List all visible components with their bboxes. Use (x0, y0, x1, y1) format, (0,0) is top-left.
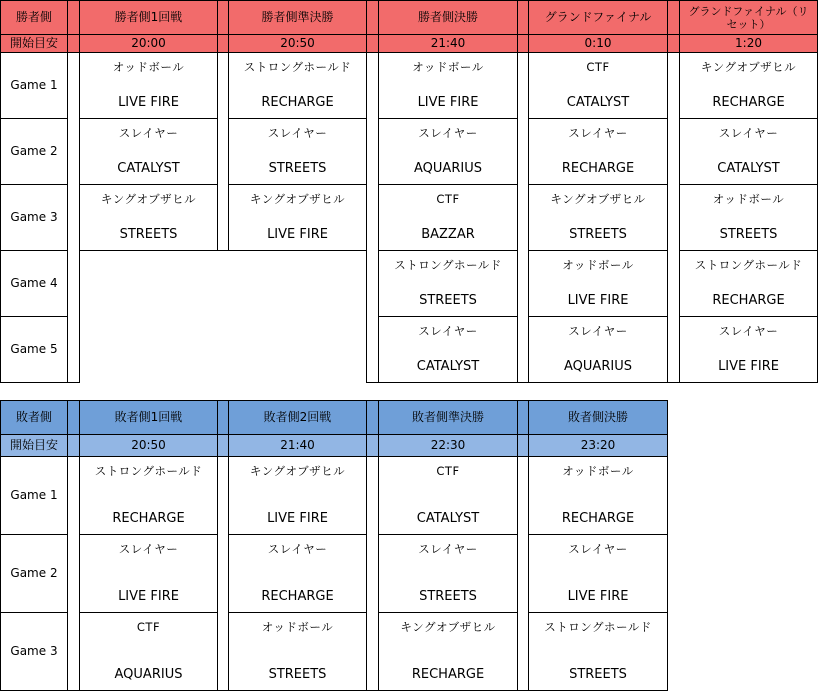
game-mode: スレイヤー (718, 324, 779, 338)
game-label-text: Game 1 (10, 77, 58, 92)
winners-round-time-5 (679, 34, 818, 53)
losers-round-time-4 (528, 434, 668, 457)
winners-match-cell (79, 52, 218, 119)
round-title-text: 勝者側決勝 (417, 9, 478, 24)
losers-gap-strip (217, 400, 229, 435)
winners-game-label-5 (0, 316, 68, 383)
winners-round-title-2 (228, 0, 367, 35)
winners-round-title-1 (79, 0, 218, 35)
game-mode: CTF (436, 464, 460, 478)
game-mode: CTF (436, 192, 460, 206)
losers-match-cell (79, 534, 218, 613)
winners-match-cell (679, 118, 818, 185)
game-mode: キングオブザヒル (550, 192, 646, 206)
winners-game-label-1 (0, 52, 68, 119)
losers-match-cell (378, 456, 518, 535)
winners-match-cell (528, 118, 668, 185)
round-title-text: グランドファイナル (544, 9, 652, 24)
map-name: AQUARIUS (564, 359, 632, 375)
round-time-text: 1:20 (735, 35, 762, 50)
winners-round-time-2 (228, 34, 367, 53)
losers-gap-strip (517, 400, 529, 435)
losers-match-cell (228, 534, 367, 613)
game-label-text: Game 2 (10, 565, 58, 580)
map-name: AQUARIUS (414, 161, 482, 177)
losers-round-title-1 (79, 400, 218, 435)
winners-match-cell (679, 52, 818, 119)
game-mode: キングオブザヒル (249, 464, 346, 478)
losers-round-title-4 (528, 400, 668, 435)
round-title-text: 敗者側2回戦 (263, 409, 332, 424)
game-mode: スレイヤー (418, 324, 478, 338)
side-label-text: 敗者側 (15, 409, 52, 424)
winners-match-cell (79, 118, 218, 185)
round-time-text: 20:50 (280, 35, 315, 50)
losers-time-label (0, 434, 68, 457)
game-mode: ストロングホールド (394, 258, 502, 272)
losers-gap-strip (366, 400, 379, 435)
game-mode: スレイヤー (568, 542, 628, 556)
winners-match-cell (79, 184, 218, 251)
map-name: STREETS (268, 161, 327, 177)
map-name: BAZZAR (421, 227, 475, 243)
map-name: RECHARGE (411, 667, 485, 683)
map-name: CATALYST (416, 511, 480, 527)
winners-gap-strip (366, 34, 379, 53)
time-label-text: 開始目安 (9, 35, 58, 50)
game-mode: ストロングホールド (243, 60, 352, 74)
map-name: RECHARGE (261, 589, 334, 605)
map-name: STREETS (719, 227, 778, 243)
winners-match-cell (528, 52, 668, 119)
round-time-text: 21:40 (430, 35, 466, 50)
losers-gap-strip (517, 434, 529, 457)
map-name: RECHARGE (561, 161, 635, 177)
winners-gap-strip (517, 52, 529, 383)
losers-gap-strip (366, 456, 379, 691)
winners-game-label-4 (0, 250, 68, 317)
winners-match-cell (378, 118, 518, 185)
game-mode: スレイヤー (267, 126, 328, 140)
map-name: CATALYST (717, 161, 780, 177)
losers-gap-strip (217, 434, 229, 457)
game-mode: スレイヤー (118, 542, 179, 556)
game-mode: スレイヤー (418, 126, 478, 140)
map-name: RECHARGE (261, 95, 334, 111)
losers-match-cell (79, 456, 218, 535)
losers-round-time-1 (79, 434, 218, 457)
map-name: RECHARGE (561, 511, 635, 527)
game-mode: CTF (586, 60, 610, 74)
game-mode: スレイヤー (267, 542, 328, 556)
time-label-text: 開始目安 (9, 437, 58, 452)
round-title-text: 勝者側準決勝 (261, 9, 334, 24)
round-time-text: 23:20 (580, 437, 616, 452)
map-name: CATALYST (416, 359, 480, 375)
losers-match-cell (228, 612, 367, 691)
game-label-text: Game 2 (10, 143, 58, 158)
winners-gap-strip (366, 0, 379, 35)
game-mode: オッドボール (562, 258, 634, 272)
winners-round-time-1 (79, 34, 218, 53)
winners-round-title-5 (679, 0, 818, 35)
losers-gap-strip (67, 400, 80, 435)
round-time-text: 20:50 (131, 437, 166, 452)
map-name: STREETS (569, 667, 627, 683)
winners-game-label-3 (0, 184, 68, 251)
winners-match-cell (528, 184, 668, 251)
winners-match-cell (228, 118, 367, 185)
game-mode: ストロングホールド (94, 464, 203, 478)
map-name: RECHARGE (112, 511, 185, 527)
map-name: LIVE FIRE (567, 293, 629, 309)
game-mode: オッドボール (412, 60, 484, 74)
game-mode: CTF (136, 620, 161, 634)
map-name: LIVE FIRE (718, 359, 779, 375)
game-mode: ストロングホールド (544, 620, 652, 634)
winners-match-cell (679, 184, 818, 251)
map-name: LIVE FIRE (118, 95, 179, 111)
map-name: LIVE FIRE (267, 511, 328, 527)
game-mode: オッドボール (562, 464, 634, 478)
winners-match-cell (679, 316, 818, 383)
round-time-text: 21:40 (280, 437, 315, 452)
game-mode: キングオブザヒル (249, 192, 346, 206)
game-mode: オッドボール (712, 192, 785, 206)
winners-gap-strip (67, 0, 80, 35)
map-name: LIVE FIRE (118, 589, 179, 605)
map-name: LIVE FIRE (567, 589, 629, 605)
losers-game-label-3 (0, 612, 68, 691)
winners-round-title-4 (528, 0, 668, 35)
losers-round-title-2 (228, 400, 367, 435)
map-name: CATALYST (566, 95, 630, 111)
winners-time-label (0, 34, 68, 53)
game-mode: スレイヤー (568, 126, 628, 140)
losers-game-label-1 (0, 456, 68, 535)
losers-round-time-3 (378, 434, 518, 457)
losers-game-label-2 (0, 534, 68, 613)
game-mode: スレイヤー (418, 542, 478, 556)
winners-match-cell (679, 250, 818, 317)
losers-match-cell (228, 456, 367, 535)
winners-gap-strip (517, 0, 529, 35)
map-name: STREETS (569, 227, 627, 243)
losers-gap-strip (366, 434, 379, 457)
map-name: LIVE FIRE (267, 227, 328, 243)
winners-gap-strip (67, 34, 80, 53)
game-mode: キングオブザヒル (700, 60, 797, 74)
game-label-text: Game 1 (10, 487, 58, 502)
map-name: STREETS (268, 667, 327, 683)
winners-match-cell (378, 184, 518, 251)
map-name: CATALYST (117, 161, 180, 177)
round-time-text: 0:10 (584, 35, 612, 50)
winners-side-label (0, 0, 68, 35)
winners-match-cell (378, 250, 518, 317)
side-label-text: 勝者側 (15, 9, 52, 24)
round-title-text: 敗者側1回戦 (114, 409, 183, 424)
round-title-text: 敗者側準決勝 (411, 409, 484, 424)
losers-gap-strip (67, 456, 80, 691)
winners-gap-strip (667, 0, 680, 35)
winners-match-cell (528, 316, 668, 383)
game-label-text: Game 4 (10, 275, 58, 290)
winners-gap-strip (67, 52, 80, 383)
map-name: RECHARGE (712, 293, 785, 309)
winners-match-cell (228, 184, 367, 251)
losers-match-cell (378, 612, 518, 691)
map-name: STREETS (119, 227, 178, 243)
losers-match-cell (79, 612, 218, 691)
game-mode: スレイヤー (568, 324, 628, 338)
losers-round-time-2 (228, 434, 367, 457)
losers-match-cell (378, 534, 518, 613)
game-mode: オッドボール (112, 60, 185, 74)
winners-round-time-4 (528, 34, 668, 53)
round-time-text: 22:30 (430, 437, 466, 452)
losers-gap-strip (67, 434, 80, 457)
game-mode: オッドボール (261, 620, 334, 634)
game-label-text: Game 3 (10, 643, 58, 658)
map-name: LIVE FIRE (417, 95, 479, 111)
round-time-text: 20:00 (131, 35, 166, 50)
winners-match-cell (228, 52, 367, 119)
map-name: STREETS (419, 589, 477, 605)
map-name: STREETS (419, 293, 477, 309)
game-mode: キングオブザヒル (400, 620, 496, 634)
winners-gap-strip (217, 52, 229, 251)
game-mode: スレイヤー (718, 126, 779, 140)
losers-match-cell (528, 456, 668, 535)
losers-match-cell (528, 612, 668, 691)
losers-match-cell (528, 534, 668, 613)
winners-match-cell (528, 250, 668, 317)
game-mode: キングオブザヒル (100, 192, 197, 206)
round-title-text: 勝者側1回戦 (114, 9, 183, 24)
losers-round-title-3 (378, 400, 518, 435)
winners-game-label-2 (0, 118, 68, 185)
winners-gap-strip (667, 52, 680, 383)
map-name: AQUARIUS (114, 667, 183, 683)
game-label-text: Game 3 (10, 209, 58, 224)
losers-gap-strip (517, 456, 529, 691)
game-mode: スレイヤー (118, 126, 179, 140)
winners-gap-strip (366, 52, 379, 383)
game-mode: ストロングホールド (694, 258, 803, 272)
winners-gap-strip (217, 34, 229, 53)
winners-round-time-3 (378, 34, 518, 53)
game-label-text: Game 5 (10, 341, 58, 356)
losers-gap-strip (217, 456, 229, 691)
winners-gap-strip (517, 34, 529, 53)
winners-match-cell (378, 316, 518, 383)
round-title-text: 敗者側決勝 (567, 409, 628, 424)
winners-gap-strip (667, 34, 680, 53)
map-name: RECHARGE (712, 95, 785, 111)
round-title-text: グランドファイナル（リセット） (688, 4, 809, 31)
winners-gap-strip (217, 0, 229, 35)
winners-match-cell (378, 52, 518, 119)
losers-side-label (0, 400, 68, 435)
winners-round-title-3 (378, 0, 518, 35)
